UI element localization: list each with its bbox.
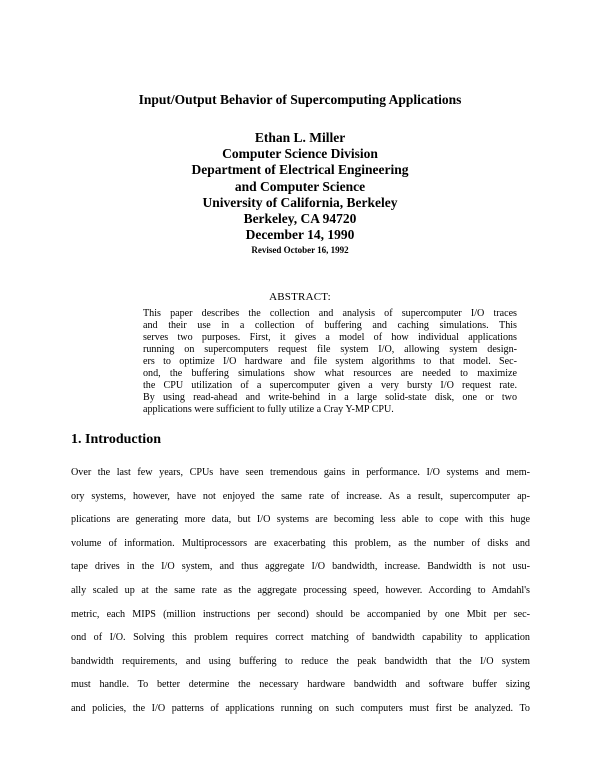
author-block xyxy=(0,130,600,257)
abstract-line: serves two purposes. First, it gives a model of how individual applications xyxy=(143,331,517,343)
author-date: December 14, 1990 xyxy=(245,227,355,243)
abstract-line: running on supercomputers request file system I/O, allowing system design- xyxy=(143,343,517,355)
paragraph-line: tape drives in the I/O system, and thus aggregate I/O bandwidth, increase. Bandwidth is not usu- xyxy=(71,561,530,573)
section-heading: 1. Introduction xyxy=(71,432,161,447)
abstract-line: ond, the buffering simulations show what resources are needed to maximize xyxy=(143,367,517,379)
author-name: Ethan L. Miller xyxy=(254,130,346,145)
paragraph-line: ory systems, however, have not enjoyed the same rate of increase. As a result, supercomputer ap- xyxy=(71,490,530,502)
paragraph-line: metric, each MIPS (million instructions per second) should be accompanied by one Mbit per sec- xyxy=(71,608,530,620)
paragraph-line: and policies, the I/O patterns of applications running on such computers must first be analyzed. To xyxy=(71,702,530,714)
author-university: University of California, Berkeley xyxy=(202,194,398,210)
author-department-line1: Department of Electrical Engineering xyxy=(191,162,409,178)
abstract-line: By using read-ahead and write-behind in a large solid-state disk, one or two xyxy=(143,391,517,403)
introduction-body xyxy=(71,461,530,721)
paragraph-line: bandwidth requirements, and using buffering to reduce the peak bandwidth that the I/O system xyxy=(71,655,530,667)
abstract-line: and their use in a collection of buffering and caching simulations. This xyxy=(143,319,517,331)
abstract-line: This paper describes the collection and analysis of supercomputer I/O traces xyxy=(143,308,517,319)
paragraph-line: plications are generating more data, but I/O systems are becoming less able to cope with this huge xyxy=(71,514,530,526)
author-city: Berkeley, CA 94720 xyxy=(243,211,357,227)
paragraph-line: Over the last few years, CPUs have seen tremendous gains in performance. I/O systems and mem- xyxy=(71,467,530,478)
paper-title: Input/Output Behavior of Supercomputing Applications xyxy=(138,92,462,107)
abstract-heading: ABSTRACT: xyxy=(269,291,331,303)
author-division: Computer Science Division xyxy=(222,146,378,162)
paragraph-line: must handle. To better determine the necessary hardware bandwidth and software buffer sizing xyxy=(71,679,530,691)
abstract-line: ers to optimize I/O hardware and file system algorithms to that model. Sec- xyxy=(143,355,517,367)
revised-date: Revised October 16, 1992 xyxy=(251,245,349,256)
paragraph-line: volume of information. Multiprocessors are exacerbating this problem, as the number of disks and xyxy=(71,537,530,549)
paragraph-line: ally scaled up at the same rate as the aggregate processing speed, however. According to Amdahl's xyxy=(71,584,530,596)
paragraph-line: ond of I/O. Solving this problem requires correct matching of bandwidth capability to application xyxy=(71,632,530,644)
author-department-line2: and Computer Science xyxy=(234,178,366,194)
abstract-line: applications were sufficient to fully utilize a Cray Y-MP CPU. xyxy=(143,403,394,415)
abstract-line: the CPU utilization of a supercomputer given a very bursty I/O request rate. xyxy=(143,379,517,391)
abstract-body xyxy=(143,308,517,416)
